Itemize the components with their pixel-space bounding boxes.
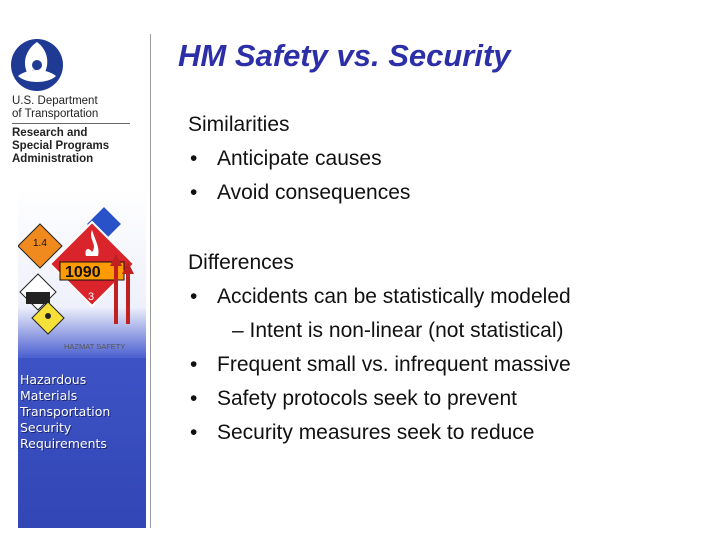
sidebar-divider bbox=[150, 34, 151, 528]
panel-caption-line-5: Requirements bbox=[20, 436, 107, 451]
hazmat-placards-image bbox=[18, 188, 146, 358]
differences-item: • Frequent small vs. infrequent massive bbox=[188, 348, 708, 382]
panel-caption-line-3: Transportation bbox=[20, 404, 111, 419]
placard-text-1-4: 1.4 bbox=[33, 238, 47, 249]
similarities-heading: Similarities bbox=[188, 113, 290, 136]
similarities-item: • Anticipate causes bbox=[188, 142, 708, 176]
slide-body bbox=[188, 108, 708, 450]
admin-line-3: Administration bbox=[12, 153, 94, 165]
panel-caption-line-1: Hazardous bbox=[20, 372, 87, 387]
dot-logo-icon bbox=[10, 38, 64, 92]
sidebar bbox=[0, 0, 150, 540]
panel-caption bbox=[20, 372, 144, 452]
agency-line-2: of Transportation bbox=[12, 108, 99, 120]
differences-sub-item: – Intent is non-linear (not statistical) bbox=[232, 319, 564, 342]
differences-item: • Security measures seek to reduce bbox=[188, 416, 708, 450]
admin-line-1: Research and bbox=[12, 127, 88, 139]
placard-text-class-3: 3 bbox=[88, 291, 95, 303]
differences-heading: Differences bbox=[188, 251, 294, 274]
slide-title: HM Safety vs. Security bbox=[178, 38, 511, 73]
section-gap bbox=[188, 210, 708, 246]
admin-line-2: Special Programs bbox=[12, 140, 110, 152]
differences-item: • Accidents can be statistically modeled bbox=[188, 280, 708, 314]
similarities-item: • Avoid consequences bbox=[188, 176, 708, 210]
hazmat-safety-label: HAZMAT SAFETY bbox=[64, 342, 126, 351]
agency-divider bbox=[12, 123, 130, 124]
differences-item: • Safety protocols seek to prevent bbox=[188, 382, 708, 416]
agency-line-1: U.S. Department bbox=[12, 95, 98, 107]
panel-caption-line-2: Materials bbox=[20, 388, 78, 403]
panel-caption-line-4: Security bbox=[20, 420, 72, 435]
placard-text-un-number: 1090 bbox=[65, 264, 101, 281]
agency-name bbox=[12, 95, 148, 166]
